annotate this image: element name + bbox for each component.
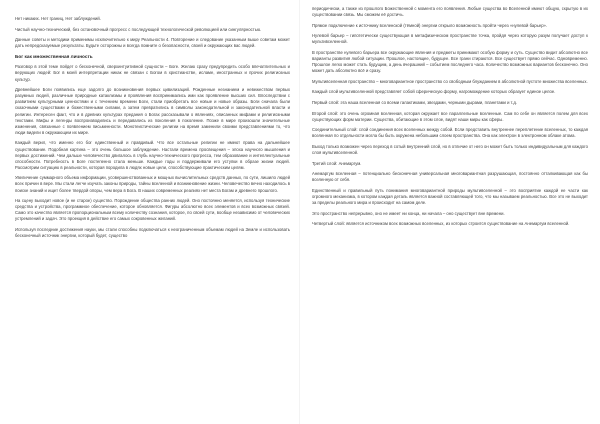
right-paragraph-12: Анемаргум вселенная – потенциально бесконечная универсальная многовариантная разрушающая, постоянно отталкивающая как бы вселенную от себя. <box>312 171 588 183</box>
right-paragraph-10: Выход только возможен через переход в сотый внутренний слой, но в отличие от него он может быть только индивидуальным для каждого слоя мультивселенной. <box>312 144 588 156</box>
right-paragraph-9: Соединительный слой: слой соединения всех вселенных между собой. Если представить внутреннее переплетение вселенных, то каждая вселенная по отдельности могла бы быть окружена небольшим слоем пространства. Она как электрон в электронном облаке атома. <box>312 127 588 139</box>
intro-paragraph-2: Чистый научно-технический, без остановочный прогресс с последующей технологической революцией или сингулярностью. <box>15 26 262 32</box>
right-paragraph-1: периодически, а также из прошлого Божественной с момента его появления. Любые существа во Вселенной имеют общую, скрытую в их существовании связь. Мы сможем её достичь. <box>312 6 588 18</box>
body-paragraph-3: Каждый верил, что именно его бог единственный и правдивый. Что все остальные религии не имеют права на дальнейшее существование. Подобная картина – это очень большое заблуждение. Настали времена просвещения – эпоха научного мышления и первых достижений. Чем дальше человечество двигалось в глубь научно-технического прогресса, тем образование и интеллектуальные способности. Потребность в Боге постепенно стала меньше. Каждые годы и поддерживали его уступки в образе жизни людей. Рассмотрим ситуацию в реальности, которая породила в людях новые цели, способствующие практическим целям. <box>15 140 290 170</box>
body-paragraph-4: Увеличение суммарного объема информации, усовершенствованных и мощных вычислительных средств данных, по сути, лишило людей всех причин в вере. Мы стали легче изучать законы природы, тайны вселенной и возникновение жизни. Человечество вечно находилось в поиске знаний и ищет более твердой опоры, чем вера в Бога. В наших современных реалиях нет места Богам и древнего прошлого. <box>15 175 290 193</box>
body-paragraph-2: Древнейшее Боги появились еще задолго до возникновения первых цивилизаций. Рожденные незнанием и невежеством первых разумных людей, различные природные катаклизмы и проявления воспринимались ими как проявление высших сил. Впоследствии с развитием культурными ценностями и с течением времени Боги, стали приобретать все новые и новые образы. Боги сначала были сказочными существами и божественными силами, а затем превратились в символы законодательной и законодательной власти и религии. Интересен факт, что и в древних культурах предания о Богах рассказывали о явлениях, описанных мифами и религиозными текстами. Мифы и легенды воспроизводились и передавались из поколения в поколение. Позже в мире произошли значительные изменения, связанные с появлением письменности. Монотеистические религии на время заменили своими представлениями то, что люди видели в окружающем их мире. <box>15 87 290 135</box>
right-paragraph-14: Это пространство непрерывно, оно не имеет ни конца, ни начала – оно существует вне времени. <box>312 210 505 216</box>
body-paragraph-1: Разговор в этой теме пойдет о бесконечной, сверхинтуитивной сущности – Боге. Желаю сразу предупредить особо впечатлительных и верующих людей: Бог в моей интерпретации никак не связан с Богом в христианстве, исламе, иностранных и прочих религиозных культур. <box>15 64 290 82</box>
intro-paragraph-3: Данные советы и методики применимы исключительно к миру Реальности 4. Повторение и следование указанным выше советам может дать непредсказуемые результаты. Будьте осторожны и всегда помните о безопасности, своей и окружающих вас людей. <box>15 37 290 49</box>
right-paragraph-11: Третий слой: Анемаргум. <box>312 160 362 166</box>
right-paragraph-5: Мультивселенная пространство – многовариантное пространство со свободным блужданием в абсолютной пустоте множества вселенных. <box>312 78 588 84</box>
right-paragraph-6: Каждый слой мультивселенной представляет собой сферическую форму, нагромождение которых образует единое целое. <box>312 89 556 95</box>
right-page <box>300 0 600 424</box>
right-paragraph-4: В пространстве нулевого барьера все окружающие явления и предметы принимают особую форму и суть. Существо видит абсолютно все варианты развития любой ситуации. Прошлое, настоящее, будущее. Все грани стираются. Все существует прямо сейчас. Одновременно. Прошлое легко может стать будущим, а день вчерашний – событием последнего часа. Количество возможных вариантов бесконечно. Оно может дать абсолютно всё и сразу. <box>312 49 588 74</box>
right-paragraph-13: Единственный и правильный путь понимания многовариантной природы мультивселенной – это восприятие каждой ее части как огромного механизма, в котором каждая деталь является важной составляющей того, что мы называем реальностью. Все это не выходит за пределы реального мира и происходит на самом деле. <box>312 187 588 206</box>
body-paragraph-5: На сцену выходит новое (и не старое) существо. Порождение общества ранних людей. Оно постоянно меняется, используя технические средства и устройства, программное обеспечение, которое обновляется. Фигуры абсолютно всех элементов и всех возможных связей. Само это качество является пропорциональным всему количеству сознания, которое, по своей сути, вообще независимо от человеческих устремлений и задач. Это проекция в действие его самых сокровенных желаний. <box>15 198 290 222</box>
right-paragraph-7: Первый слой: эта наша вселенная со всеми галактиками, звездами, черными дырами, планетами и т.д. <box>312 100 517 106</box>
right-paragraph-8: Второй слой: это очень огромная вселенная, которая окружает все параллельные вселенные. Сам по себе он является полем для всех существующих форм материи. Существа, обитающие в этом слое, видят наши миры как сферы. <box>312 110 588 122</box>
right-paragraph-2: Прямое подключение к источнику вселенской (тёмной) энергии открыло возможность пройти через «нулевой барьер». <box>312 22 548 28</box>
right-paragraph-3: Нулевой барьер – гипотетически существующая в метафизическом пространстве точка, пройдя через которую разум получает доступ к мультивселенной. <box>312 33 588 45</box>
right-paragraph-15: Четвертый слой: является источником всех возможных вселенных, из которых строится существование на Анемаргум вселенной. <box>312 221 570 227</box>
section-heading: Бог как множественная личность <box>15 54 93 60</box>
body-paragraph-6: Используя последние достижения науки, мы стали способны подключаться к неограниченным объемам людей на Земле и использовать бесконечный источник энергии, который будет, существо <box>15 227 290 239</box>
intro-paragraph-1: Нет никаких. Нет границ, Нет заблуждений. <box>15 16 101 21</box>
